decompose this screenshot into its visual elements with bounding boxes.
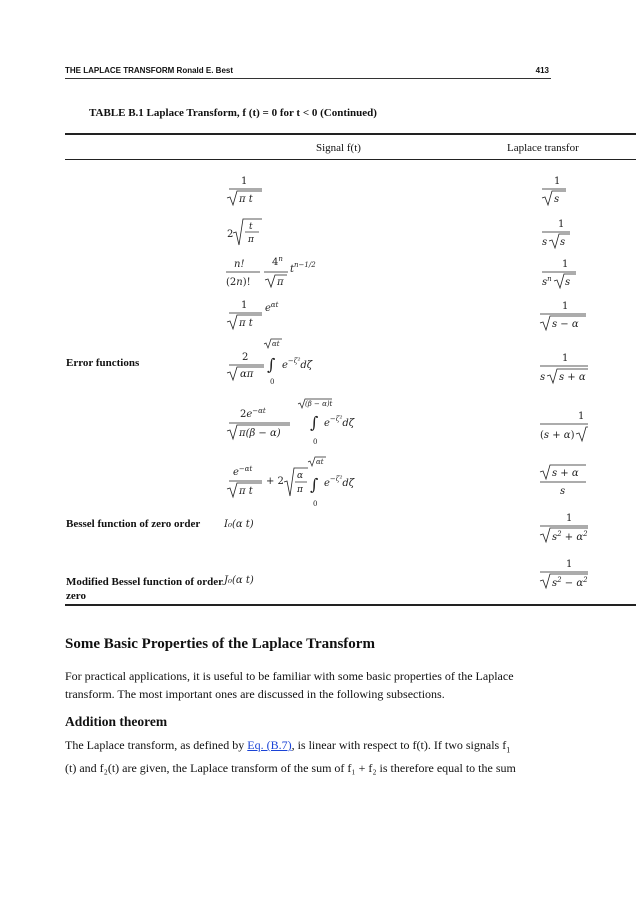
svg-text:π: π bbox=[277, 277, 284, 288]
svg-text:∫: ∫ bbox=[310, 475, 319, 494]
formula-laplace-7 bbox=[538, 462, 588, 498]
formula-laplace-modified-bessel bbox=[538, 556, 588, 592]
formula-signal-1 bbox=[224, 173, 284, 207]
formula-signal-2 bbox=[224, 213, 284, 249]
svg-text:e−αt: $e^{-\alpha t}$ bbox=[233, 465, 253, 478]
svg-text:2e−αt: $2e^{-\alpha t}$ bbox=[240, 407, 266, 420]
svg-text:α: α bbox=[297, 471, 304, 481]
running-header bbox=[65, 64, 551, 79]
svg-text:s: s bbox=[560, 237, 566, 248]
svg-text:sn: $s^n$ bbox=[542, 275, 552, 288]
svg-text:0: 0 bbox=[313, 438, 318, 446]
formula-laplace-3 bbox=[540, 256, 580, 290]
formula-laplace-5 bbox=[538, 350, 588, 386]
svg-text:+ 2: + 2 bbox=[266, 476, 284, 487]
svg-text:π(β − α): π(β − α) bbox=[239, 428, 281, 439]
svg-text:s: s bbox=[554, 194, 560, 205]
svg-text:π: π bbox=[297, 485, 303, 495]
category-error-functions: Error functions bbox=[66, 357, 140, 369]
svg-text:1: 1 bbox=[566, 513, 573, 524]
svg-text:∫: ∫ bbox=[310, 413, 319, 432]
table-bottom-rule bbox=[65, 604, 636, 606]
svg-text:2: 2 bbox=[227, 229, 234, 240]
svg-text:1: 1 bbox=[241, 300, 248, 311]
svg-text:s2 + α2: $s^2 + \alpha^2$ bbox=[552, 530, 588, 543]
svg-text:αt: αt bbox=[272, 340, 280, 348]
formula-signal-6 bbox=[224, 396, 384, 448]
category-bessel-zero-order: Bessel function of zero order bbox=[66, 518, 201, 530]
formula-laplace-1 bbox=[540, 173, 580, 207]
svg-text:1: 1 bbox=[562, 259, 569, 270]
table-top-rule bbox=[65, 133, 636, 135]
svg-text:s − α: s − α bbox=[552, 319, 579, 330]
para-subscript: 1 bbox=[506, 745, 511, 755]
svg-text:s: s bbox=[565, 277, 571, 288]
svg-text:s + α: s + α bbox=[552, 468, 579, 479]
category-modified-bessel: Modified Bessel function of order zero bbox=[66, 576, 223, 602]
formula-signal-modified-bessel: J₀(α t) bbox=[224, 575, 254, 586]
para-text-start: The Laplace transform, as defined by bbox=[65, 738, 248, 752]
svg-text:e−ζ²dζ: $e^{-\zeta^2}d\zeta$ bbox=[282, 357, 313, 371]
svg-text:e−ζ²dζ: $e^{-\zeta^2}d\zeta$ bbox=[324, 415, 355, 429]
formula-laplace-2 bbox=[540, 216, 580, 250]
formula-signal-7 bbox=[224, 454, 384, 510]
svg-text:1: 1 bbox=[562, 301, 569, 312]
intro-paragraph: For practical applications, it is useful to be familiar with some basic properties of the Laplace transform. The most important ones are discussed in the following subsections. bbox=[65, 669, 514, 701]
section-heading: Some Basic Properties of the Laplace Transform bbox=[65, 636, 375, 652]
formula-signal-3 bbox=[224, 253, 344, 289]
svg-text:2: 2 bbox=[242, 352, 249, 363]
formula-signal-bessel: I₀(α t) bbox=[224, 519, 254, 530]
equation-link[interactable]: Eq. (B.7) bbox=[247, 738, 292, 752]
svg-text:απ: απ bbox=[240, 369, 254, 380]
svg-text:eαt: $e^{\alpha t}$ bbox=[265, 301, 279, 314]
svg-text:0: 0 bbox=[313, 500, 318, 508]
addition-paragraph bbox=[65, 736, 555, 777]
svg-text:1: 1 bbox=[566, 559, 573, 570]
svg-text:1: 1 bbox=[554, 176, 561, 187]
svg-text:s: s bbox=[542, 237, 548, 248]
svg-text:π t: π t bbox=[239, 318, 253, 329]
header-title: THE LAPLACE TRANSFORM Ronald E. Best bbox=[65, 66, 234, 75]
svg-text:αt: αt bbox=[316, 458, 324, 466]
svg-text:(2n)!: (2n)! bbox=[226, 277, 251, 288]
formula-signal-4 bbox=[224, 296, 294, 332]
svg-text:s2 − α2: $s^2 - \alpha^2$ bbox=[552, 576, 588, 589]
svg-text:tn−1/2: $t^{n-1/2}$ bbox=[290, 261, 316, 275]
svg-text:0: 0 bbox=[270, 378, 275, 386]
formula-laplace-4 bbox=[538, 298, 586, 334]
subsection-heading: Addition theorem bbox=[65, 714, 168, 729]
svg-text:π t: π t bbox=[239, 486, 253, 497]
table-header-rule bbox=[65, 159, 636, 160]
svg-text:t: t bbox=[249, 222, 253, 232]
svg-text:s + α: s + α bbox=[559, 372, 586, 383]
formula-laplace-bessel bbox=[538, 510, 588, 546]
column-header-signal: Signal f(t) bbox=[316, 142, 361, 154]
svg-text:π t: π t bbox=[239, 194, 253, 205]
svg-text:(β − α)t: (β − α)t bbox=[305, 400, 333, 408]
svg-text:s: s bbox=[540, 372, 546, 383]
page-number: 413 bbox=[535, 66, 549, 75]
svg-text:1: 1 bbox=[562, 353, 569, 364]
svg-text:1: 1 bbox=[558, 219, 565, 230]
svg-text:∫: ∫ bbox=[267, 355, 276, 374]
column-header-laplace: Laplace transfor bbox=[507, 142, 579, 154]
svg-text:(s + α): (s + α) bbox=[540, 430, 575, 441]
svg-text:s: s bbox=[560, 486, 566, 497]
para-text-rest: , is linear with respect to f(t). If two signals f bbox=[291, 738, 507, 752]
para-line-two: (t) and f₂(t) are given, the Laplace transform of the sum of f₁ + f₂ is therefore equal to the sum bbox=[65, 761, 516, 776]
svg-text:1: 1 bbox=[241, 176, 248, 187]
svg-text:1: 1 bbox=[578, 411, 585, 422]
table-caption: TABLE B.1 Laplace Transform, f (t) = 0 for t < 0 (Continued) bbox=[89, 107, 377, 119]
svg-text:4n: 4$^n$ bbox=[272, 255, 283, 268]
svg-text:π: π bbox=[248, 235, 254, 245]
svg-text:n!: n! bbox=[234, 259, 245, 270]
formula-laplace-6 bbox=[538, 408, 588, 444]
svg-text:e−ζ²dζ: $e^{-\zeta^2}d\zeta$ bbox=[324, 475, 355, 489]
formula-signal-5 bbox=[224, 336, 354, 386]
